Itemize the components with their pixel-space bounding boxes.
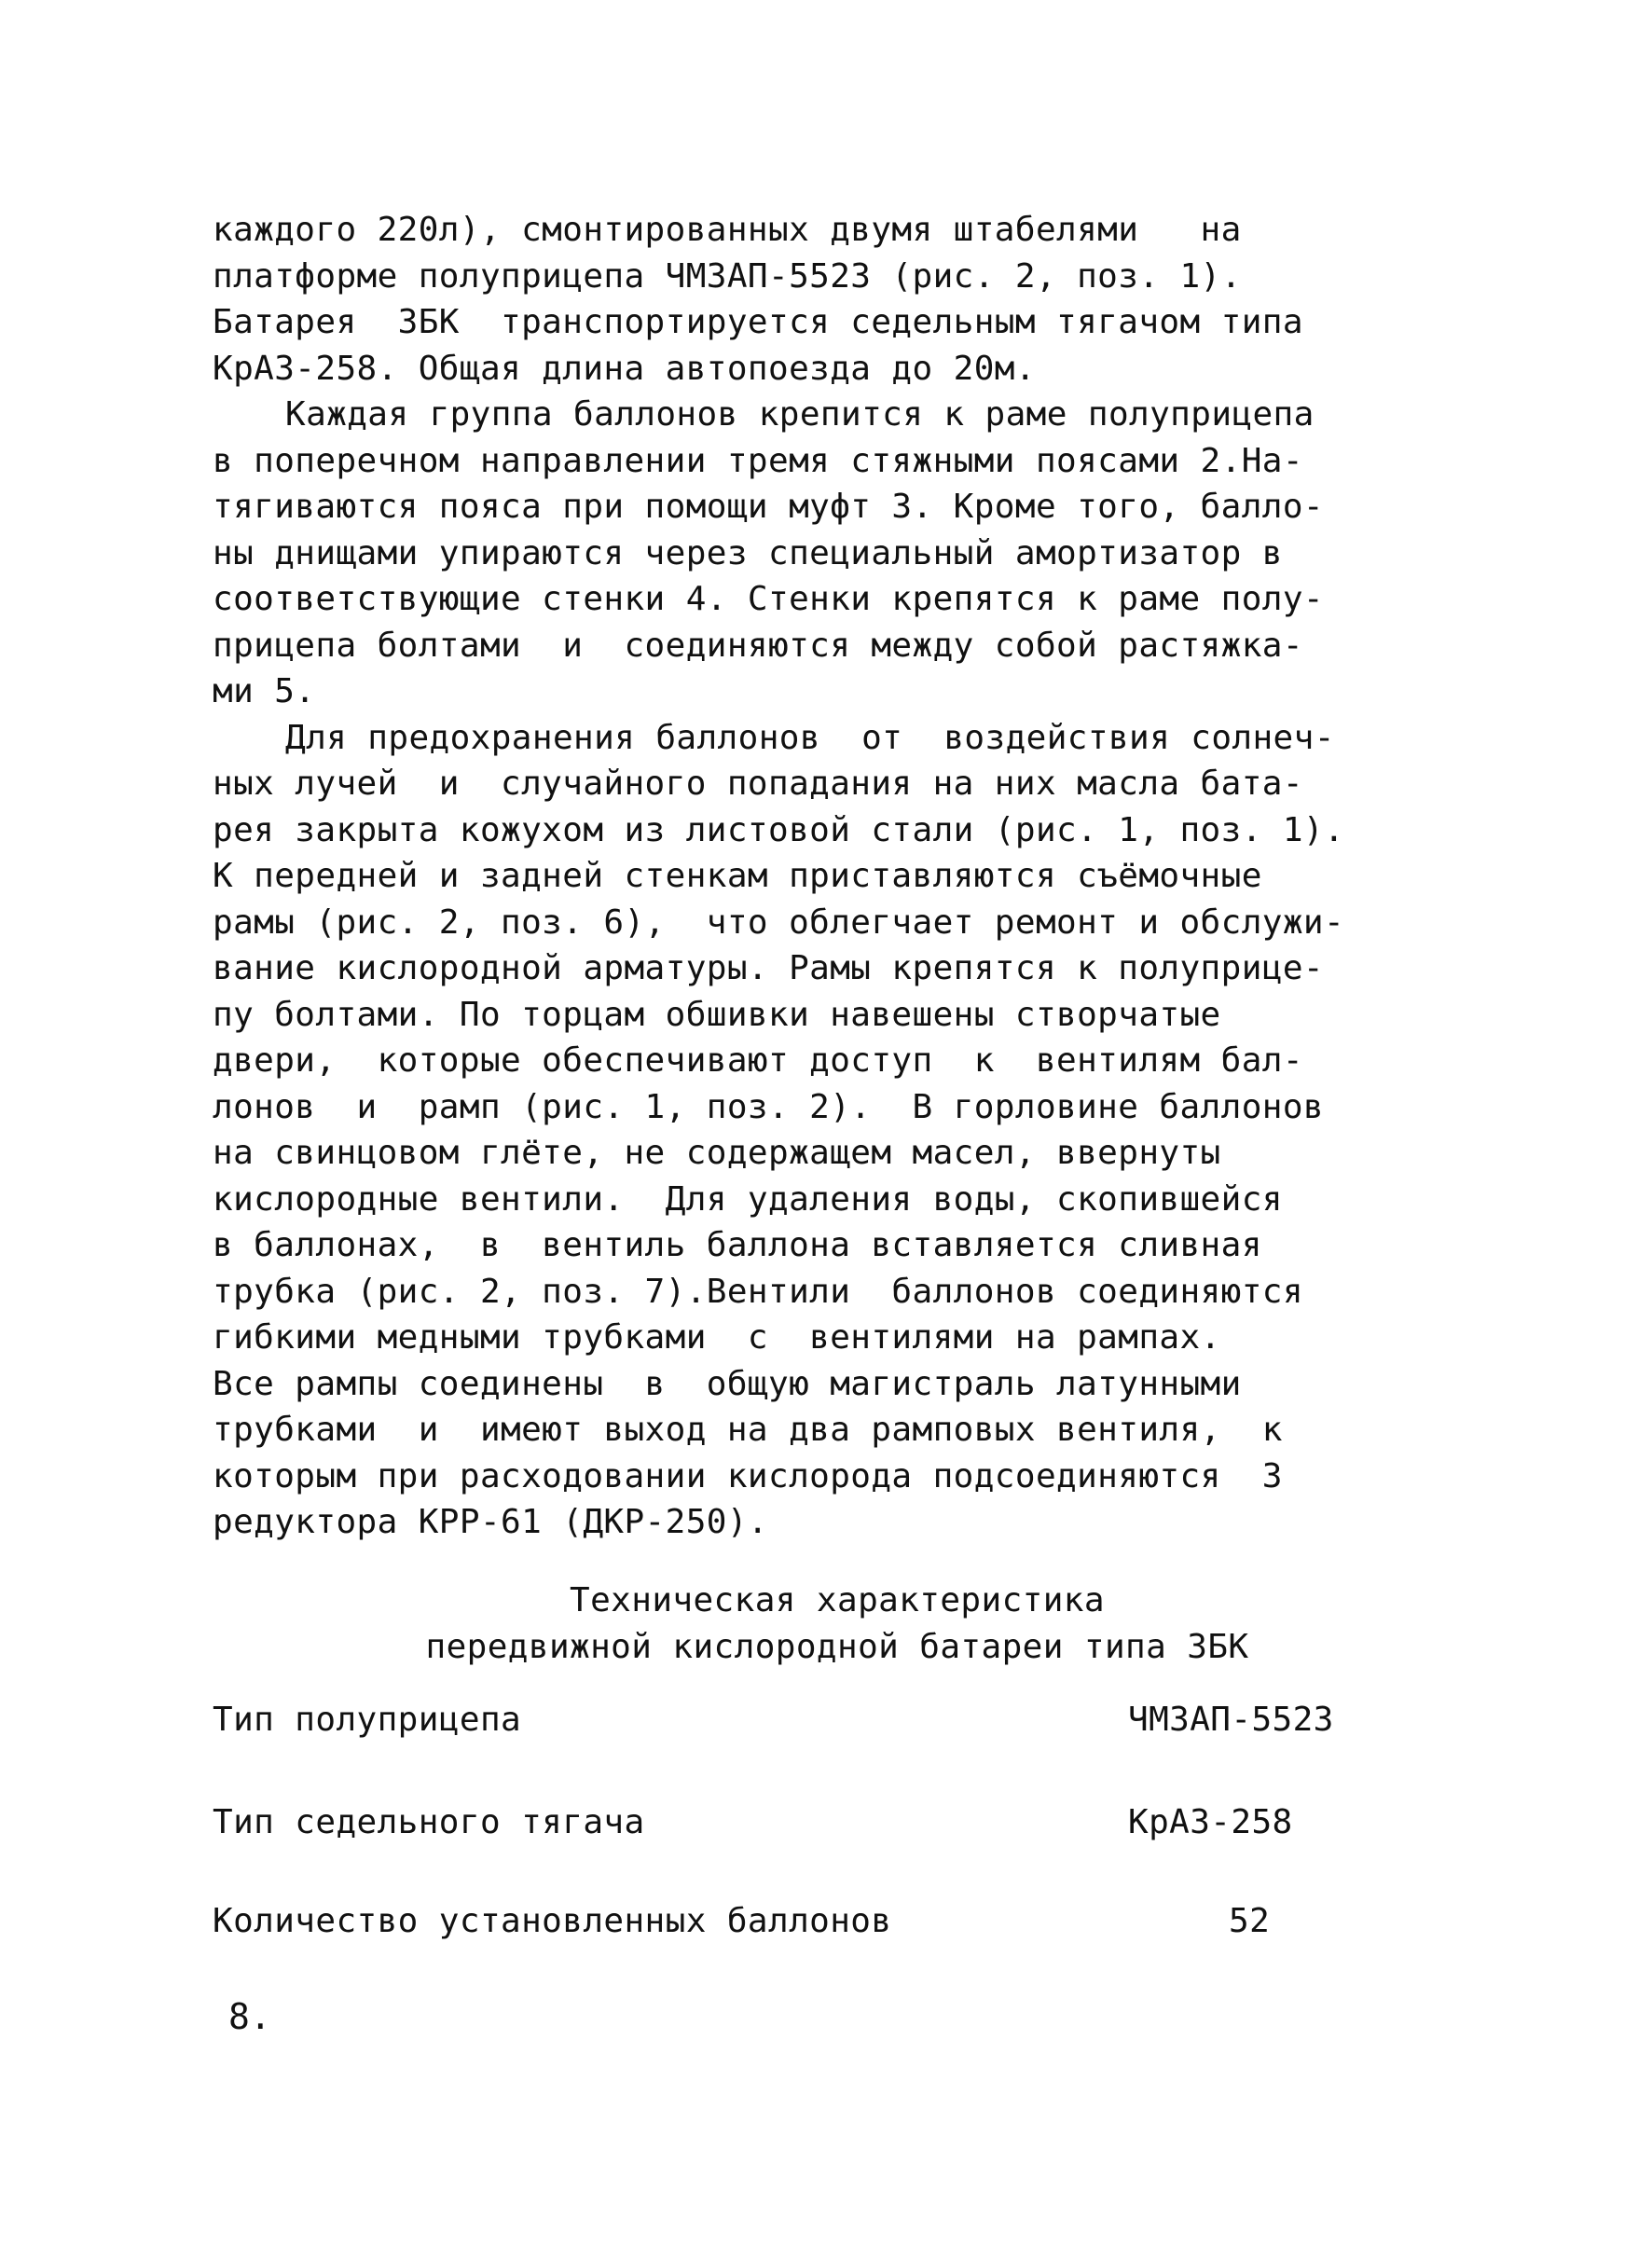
spec-label: Тип седельного тягача [213,1803,645,1841]
paragraph-3-line: гибкими медными трубками с вентилями на рампах. [213,1318,1221,1357]
spec-value: ЧМЗАП-5523 [1128,1701,1334,1739]
spec-label: Тип полуприцепа [213,1701,522,1739]
body-text [213,207,1462,1546]
paragraph-2-line: ми 5. [213,672,316,710]
paragraph-1-line: каждого 220л), смонтированных двумя штабелями на [213,211,1242,249]
paragraph-3-line: редуктора КРР-61 (ДКР-250). [213,1503,768,1541]
paragraph-1-line: КрАЗ-258. Общая длина автопоезда до 20м. [213,349,1036,388]
paragraph-3-line: рамы (рис. 2, поз. 6), что облегчает ремонт и обслужи- [213,903,1345,942]
paragraph-2-line: в поперечном направлении тремя стяжными поясами 2.На- [213,441,1303,480]
paragraph-3-line: Все рампы соединены в общую магистраль латунными [213,1364,1242,1403]
spec-value: КрАЗ-258 [1128,1803,1293,1841]
paragraph-3-line: ных лучей и случайного попадания на них масла бата- [213,765,1303,803]
paragraph-3-line: трубками и имеют выход на два рамповых вентиля, к [213,1411,1283,1449]
paragraph-2-line: тягиваются пояса при помощи муфт 3. Кроме того, балло- [213,488,1324,526]
paragraph-3-line: рея закрыта кожухом из листовой стали (рис. 1, поз. 1). [213,810,1345,849]
paragraph-3-line: лонов и рамп (рис. 1, поз. 2). В горловине баллонов [213,1087,1324,1126]
paragraph-3-line: кислородные вентили. Для удаления воды, скопившейся [213,1179,1283,1219]
spec-value: 52 [1229,1902,1271,1940]
paragraph-1-line: платформе полуприцепа ЧМЗАП-5523 (рис. 2, поз. 1). [213,256,1242,296]
page-number: 8. [228,1996,271,2037]
heading-line-2: передвижной кислородной батареи типа ЗБК [425,1628,1249,1666]
paragraph-2-line: Каждая группа баллонов крепится к раме полуприцепа [285,395,1315,434]
paragraph-3-line: на свинцовом глёте, не содержащем масел, ввернуты [213,1134,1221,1172]
paragraph-3-line: пу болтами. По торцам обшивки навешены створчатые [213,995,1221,1034]
paragraph-3-line: двери, которые обеспечивают доступ к вентилям бал- [213,1041,1303,1080]
spec-label: Количество установленных баллонов [213,1902,892,1940]
paragraph-3-line: К передней и задней стенкам приставляются съёмочные [213,857,1262,895]
paragraph-3-line: Для предохранения баллонов от воздействия солнеч- [285,718,1335,757]
paragraph-3-line: в баллонах, в вентиль баллона вставляется сливная [213,1226,1262,1264]
paragraph-2-line: ны днищами упираются через специальный амортизатор в [213,533,1283,572]
paragraph-3-line: вание кислородной арматуры. Рамы крепятся к полуприце- [213,949,1324,987]
paragraph-2-line: прицепа болтами и соединяются между собой растяжка- [213,626,1303,665]
paragraph-3-line: которым при расходовании кислорода подсоединяются 3 [213,1456,1283,1495]
heading-line-1: Техническая характеристика [570,1581,1105,1619]
section-heading [213,1578,1462,1671]
paragraph-3-line: трубка (рис. 2, поз. 7).Вентили баллонов соединяются [213,1272,1303,1311]
paragraph-1-line: Батарея ЗБК транспортируется седельным тягачом типа [213,303,1303,341]
paragraph-2-line: соответствующие стенки 4. Стенки крепятся к раме полу- [213,580,1324,618]
